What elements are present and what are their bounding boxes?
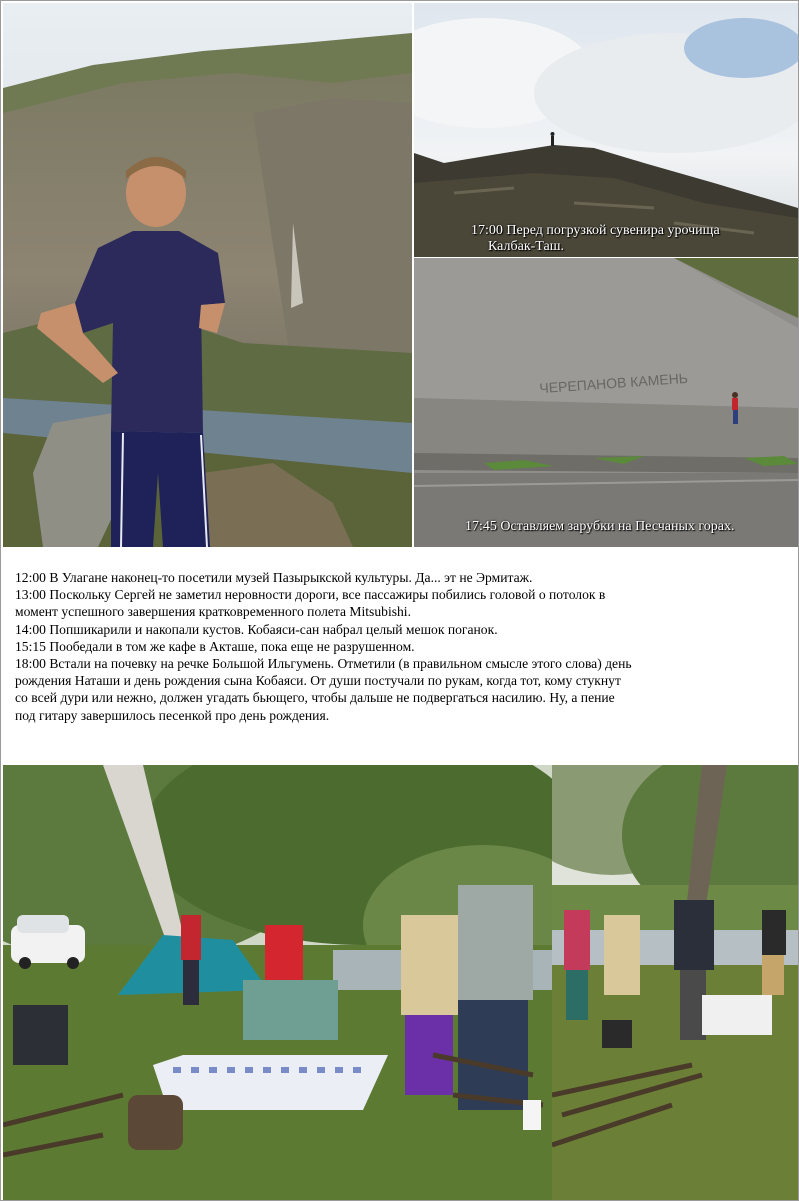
diary-entry-text: Пообедали в том же кафе в Акташе, пока еще не разрушенном. xyxy=(45,638,415,654)
diary-entry-time: 18:00 xyxy=(15,656,46,672)
diary-entry xyxy=(15,655,785,724)
caption-rock-line-2: Калбак-Таш. xyxy=(488,239,564,254)
caption-rock xyxy=(471,223,781,255)
diary-entry xyxy=(15,569,785,586)
diary-entry-time: 12:00 xyxy=(15,570,46,585)
diary-entry-text: Встали на почевку на речке Большой Ильгумень. Отметили (в правильном смысле этого слова) день xyxy=(45,656,632,672)
photo-camp-right xyxy=(552,765,798,1200)
diary-entry xyxy=(15,621,785,638)
diary-entry-continuation: момент успешного завершения кратковременного полета Mitsubishi. xyxy=(15,604,411,620)
diary-entry xyxy=(15,586,785,620)
diary-entry-continuation: рождения Наташи и день рождения сына Кобаяси. От души постучали по рукам, когда тот, кому стукнут со всей дури или нежно, должен угадать бьющего, чтобы дальше не подвергаться насилию. Ну, а пение под гитару завершилось песенкой про день рождения. xyxy=(15,673,621,723)
photo-camp-left xyxy=(3,765,552,1200)
diary-entry-text: Попшикарили и накопали кустов. Кобаяси-сан набрал целый мешок поганок. xyxy=(45,621,498,637)
diary-text xyxy=(15,569,785,724)
diary-entry-text: В Улагане наконец-то посетили музей Пазырыкской культуры. Да... эт не Эрмитаж. xyxy=(45,570,533,585)
photo-sand-slope xyxy=(414,258,798,547)
diary-entry-time: 14:00 xyxy=(15,621,46,637)
photo-rocky-ridge xyxy=(414,3,798,257)
diary-entry xyxy=(15,638,785,655)
caption-slope: 17:45 Оставляем зарубки на Песчаных горах. xyxy=(465,519,735,534)
diary-entry-text: Поскольку Сергей не заметил неровности дороги, все пассажиры побились головой о потолок в xyxy=(45,587,606,603)
diary-entry-time: 15:15 xyxy=(15,638,46,654)
diary-entry-time: 13:00 xyxy=(15,587,46,603)
photo-man-valley xyxy=(3,3,412,547)
caption-rock-line-1: 17:00 Перед погрузкой сувенира урочища xyxy=(471,223,720,238)
slope-graffiti: ЧЕРЕПАНОВ КАМЕНЬ xyxy=(538,369,689,397)
